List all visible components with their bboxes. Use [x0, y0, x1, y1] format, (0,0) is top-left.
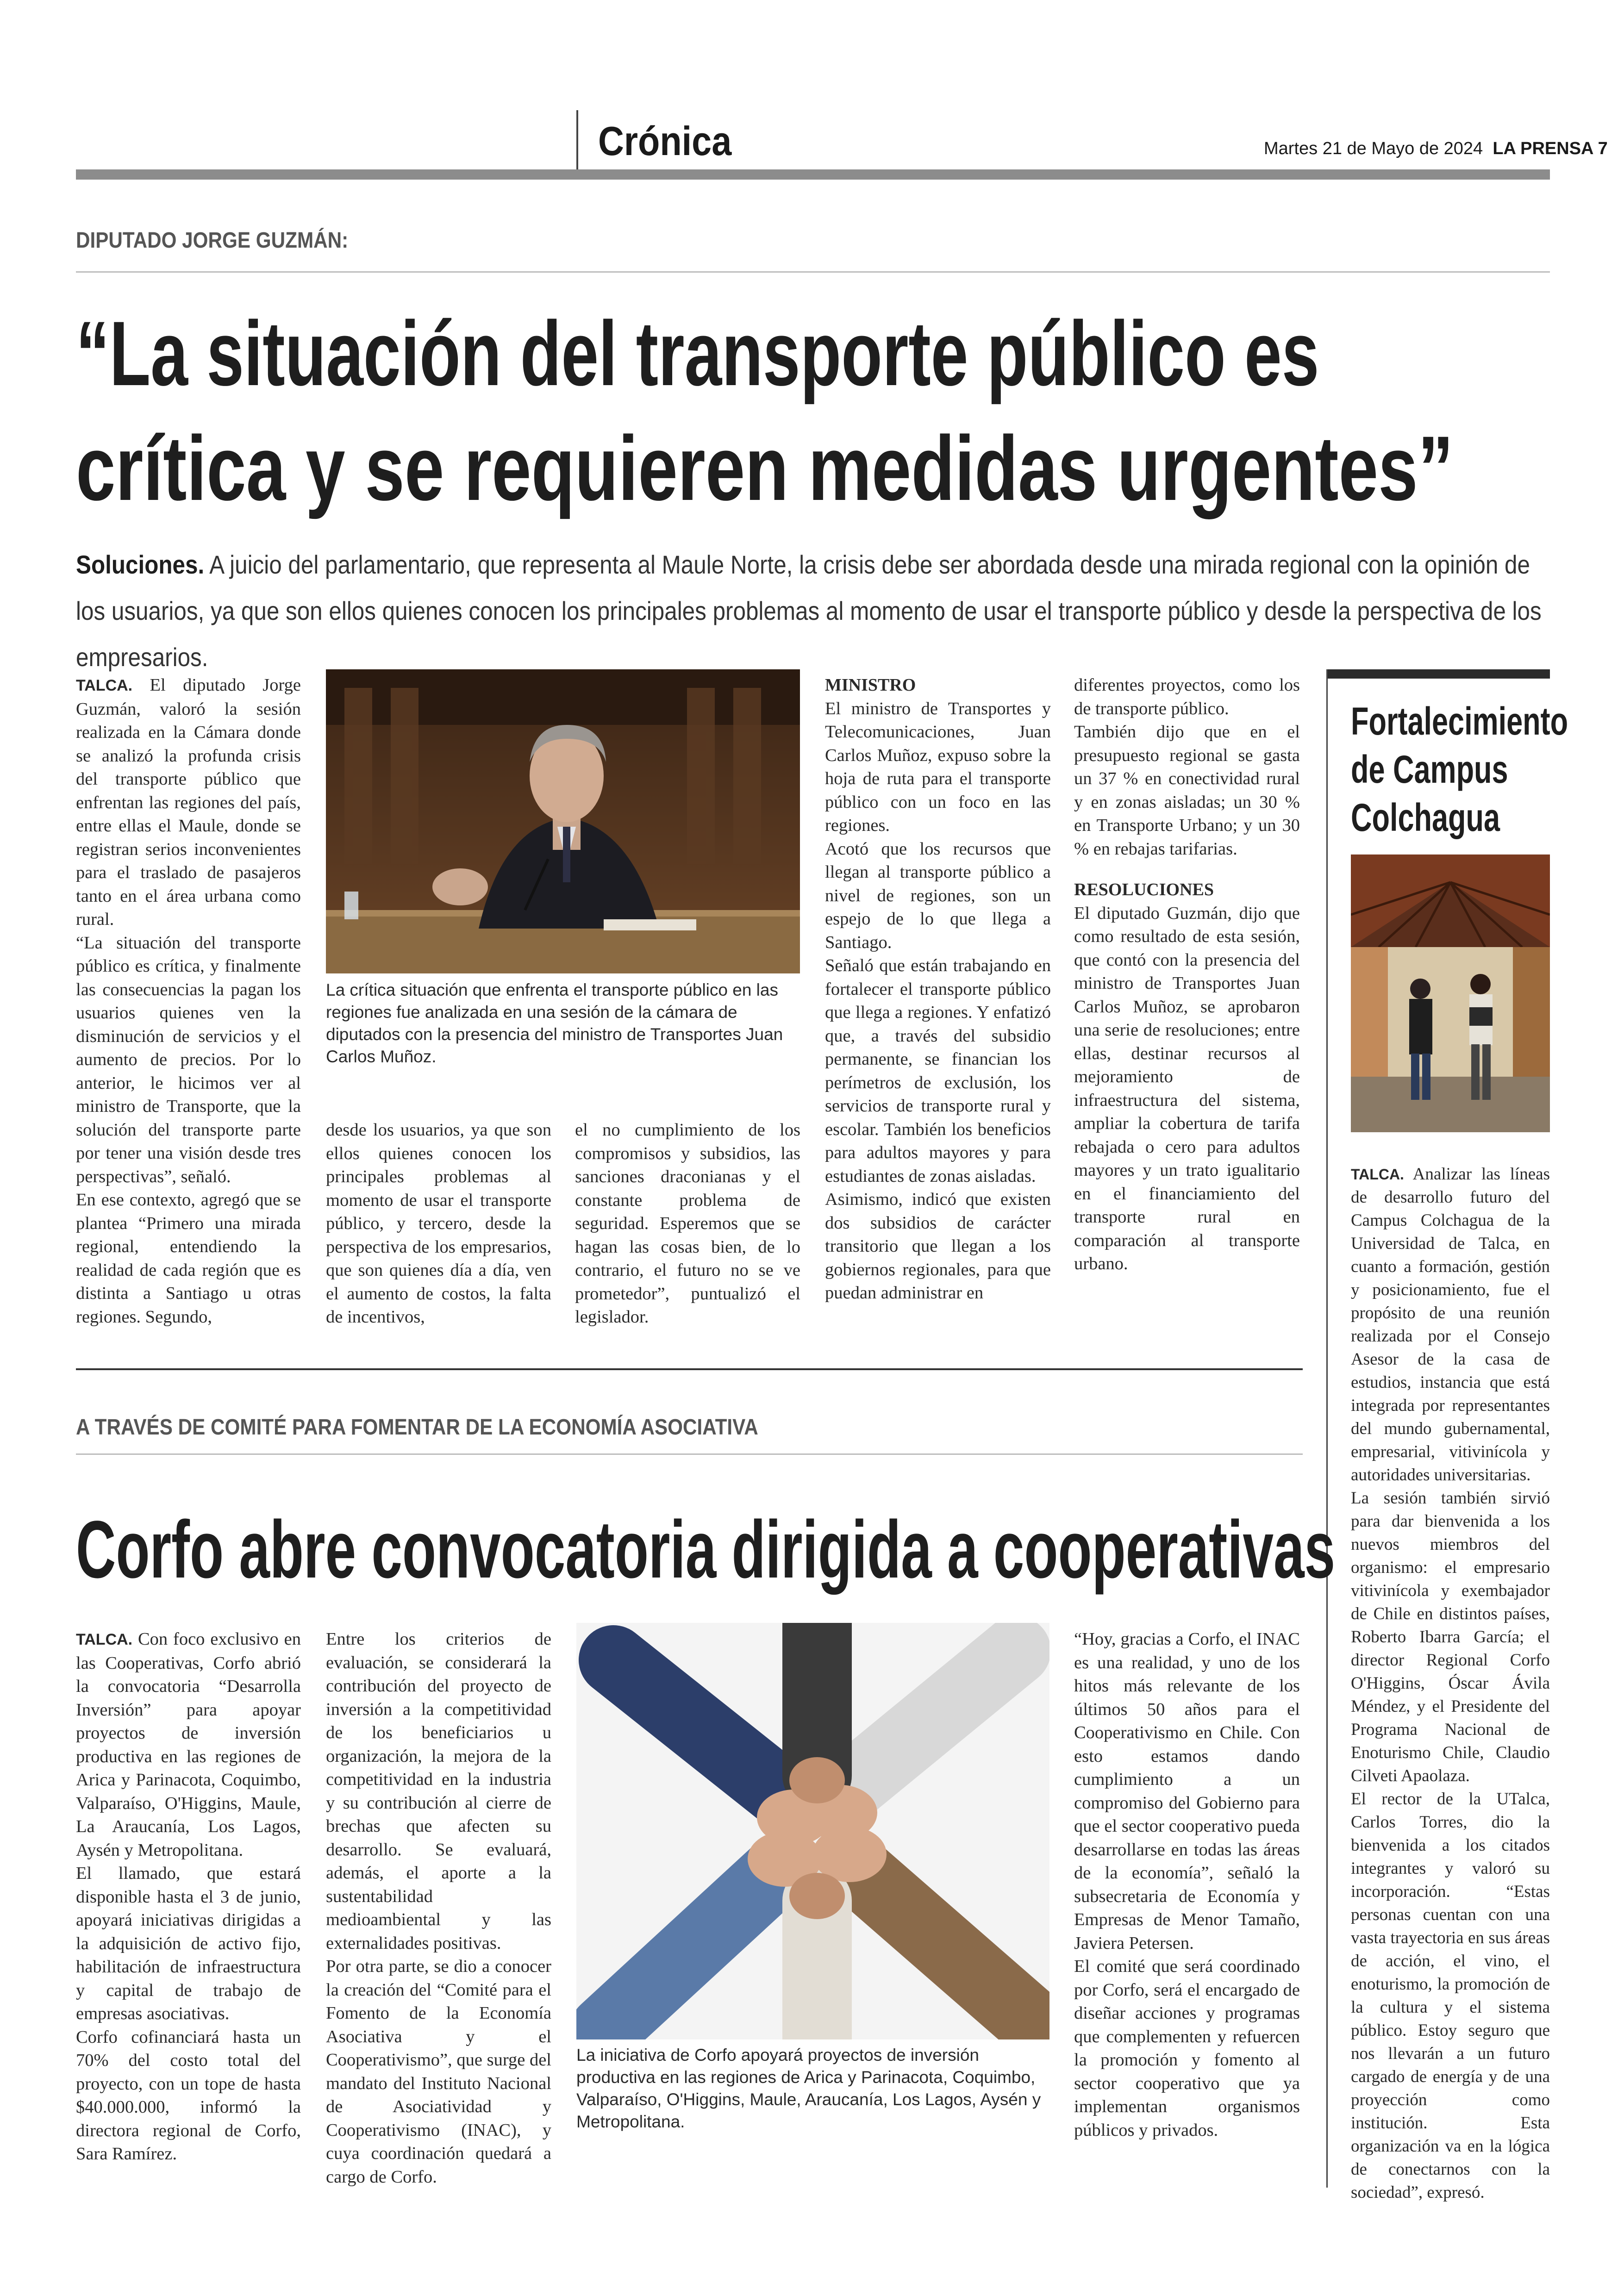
- paragraph: Analizar las líneas de desarrollo futuro del Campus Colchagua de la Universidad de Talca, en cuanto a formación, gestión y posicionamiento, fue el propósito de una reunión realizada por el Consejo Asesor de la casa de estudios, instancia que está integrada por representantes del mundo gubernamental, empresarial, vitivinícola y autoridades universitarias.: [1351, 1165, 1550, 1484]
- paragraph: La sesión también sirvió para dar bienvenida a los nuevos miembros del organismo: el empresario vitivinícola y exembajador de Chile en distintos países, Roberto Ibarra García; el director Regional Corfo O'Higgins, Óscar Ávila Méndez, y el Presidente del Programa Nacional de Enoturismo Chile, Claudio Cilveti Apaolaza.: [1351, 1489, 1550, 1785]
- subhead-ministro: MINISTRO: [825, 675, 916, 695]
- paragraph: Entre los criterios de evaluación, se considerará la contribución del proyecto de inversión a la competitividad de los beneficiarios u organización, la mejora de la competitividad en la industria y su contribución al cierre de brechas que afecten su desarrollo. Se evaluará, además, el aporte a la sustentabilidad medioambiental y las externalidades positivas.: [326, 1629, 551, 1953]
- paragraph: Corfo cofinanciará hasta un 70% del costo total del proyecto, con un tope de hasta $40.000.000, informó la directora regional de Corfo, Sara Ramírez.: [76, 2027, 301, 2164]
- paragraph: El rector de la UTalca, Carlos Torres, dio la bienvenida a los citados integrantes y valoró su incorporación. “Estas personas cuentan con una vasta trayectoria en sus áreas de acción, el vino, el enoturismo, la promoción de la cultura y el sistema público. Estoy seguro que nos llevarán a un futuro cargado de energía y de una proyección como institución. Esta organización va en la lógica de conectarnos con la sociedad”, expresó.: [1351, 1790, 1550, 2202]
- article1-kicker: DIPUTADO JORGE GUZMÁN:: [76, 228, 349, 253]
- header-divider: [576, 110, 578, 171]
- paragraph: El diputado Jorge Guzmán, valoró la sesión realizada en la Cámara donde se analizó la profunda crisis del transporte público que enfrentan las regiones del país, entre ellas el Maule, donde se registran serios inconvenientes para el traslado de pasajeros tanto en el área urbana como rural.: [76, 675, 301, 929]
- issue-date: Martes 21 de Mayo de 2024: [1264, 139, 1483, 158]
- paragraph: desde los usuarios, ya que son ellos quienes conocen los principales problemas al momento de usar el transporte público, y tercero, desde la perspectiva de los empresarios, que son quienes día a día, ven el aumento de costos, la falta de incentivos,: [326, 1120, 551, 1327]
- photo2-caption: La iniciativa de Corfo apoyará proyectos de inversión productiva en las regiones de Arica y Parinacota, Coquimbo, Valparaíso, O'Higgins, Maule, Araucanía, Los Lagos, Aysén y Metropolitana.: [576, 2046, 1041, 2131]
- article1-column-1: [76, 674, 301, 1328]
- article2-kicker: A TRAVÉS DE COMITÉ PARA FOMENTAR DE LA ECONOMÍA ASOCIATIVA: [76, 1415, 758, 1440]
- header-bar: [76, 169, 1550, 180]
- sidebar-top-bar: [1326, 669, 1550, 679]
- sidebar-body: [1351, 1163, 1550, 2204]
- kicker-rule: [76, 1453, 1303, 1455]
- paragraph: También dijo que en el presupuesto regional se gasta un 37 % en conectividad rural y en zonas aisladas; un 30 % en Transporte Urbano; y un 30 % en rebajas tarifarias.: [1074, 722, 1300, 859]
- photo1-caption: La crítica situación que enfrenta el transporte público en las regiones fue analizada en una sesión de la cámara de diputados con la presencia del ministro de Transportes Juan Carlos Muñoz.: [326, 980, 783, 1066]
- section-name: Crónica: [598, 118, 732, 164]
- article2-column-1: [76, 1628, 301, 2166]
- paragraph: “La situación del transporte público es crítica, y finalmente las consecuencias la pagan los usuarios quienes ven la disminución de servicios y el aumento de precios. Por lo anterior, le hicimos ver al ministro de Transporte, que la solución del transporte parte por tener una visión desde tres perspectivas”, señaló.: [76, 933, 301, 1186]
- sidebar-title-line: de Campus: [1351, 748, 1508, 791]
- paragraph: Acotó que los recursos que llegan al transporte público a nivel de regiones, son un espejo de lo que llega a Santiago.: [825, 839, 1051, 952]
- sidebar-rule: [1326, 669, 1328, 2188]
- article2-headline: Corfo abre convocatoria dirigida a cooperativas: [76, 1504, 1336, 1595]
- paragraph: El comité que será coordinado por Corfo, será el encargado de diseñar acciones y programas que complementen y refuercen la promoción y fomento al sector cooperativo que ya implementan organismos públicos y privados.: [1074, 1957, 1300, 2140]
- article1-column-2: [326, 1118, 551, 1329]
- article2-column-4: [1074, 1628, 1300, 2142]
- paragraph: El llamado, que estará disponible hasta el 3 de junio, apoyará iniciativas dirigidas a la adquisición de activo fijo, habilitación de infraestructura y capital de trabajo de empresas asociativas.: [76, 1864, 301, 2023]
- paragraph: Por otra parte, se dio a conocer la creación del “Comité para el Fomento de la Economía Asociativa y el Cooperativismo”, que surge del mandato del Instituto Nacional de Asociatividad y Cooperativismo (INAC), y cuya coordinación quedará a cargo de Corfo.: [326, 1957, 551, 2187]
- article1-headline-line2: crítica y se requieren medidas urgentes”: [76, 417, 1454, 519]
- cooperative-hands-photo: [576, 1623, 1049, 2039]
- paragraph: “Hoy, gracias a Corfo, el INAC es una realidad, y uno de los hitos más relevante de los últimos 50 años para el Cooperativismo en Chile. Con esto estamos dando cumplimiento a un compromiso del Gobierno para que el sector cooperativo pueda desarrollarse en todas las áreas de la economía”, señaló la subsecretaria de Economía y Empresas de Menor Tamaño, Javiera Petersen.: [1074, 1629, 1300, 1953]
- sidebar-title-line: Colchagua: [1351, 796, 1500, 839]
- deck-lead: Soluciones.: [76, 550, 205, 579]
- deputy-photo: [326, 669, 800, 973]
- deck-text: A juicio del parlamentario, que representa al Maule Norte, la crisis debe ser abordada desde una mirada regional con la opinión de los usuarios, ya que son ellos quienes conocen los principales problemas al momento de usar el transporte público y desde la perspectiva de los empresarios.: [76, 550, 1542, 672]
- dateline: TALCA.: [76, 677, 133, 694]
- paragraph: Señaló que están trabajando en fortalecer el transporte público que llega a regiones. Y enfatizó que, a través del subsidio permanente, se financian los perímetros de exclusión, los servicios de transporte rural y escolar. También los beneficios para adultos mayores y para estudiantes de zonas aisladas.: [825, 956, 1051, 1186]
- paragraph: Asimismo, indicó que existen dos subsidios de carácter transitorio que llegan a los gobiernos regionales, para que puedan administrar en: [825, 1190, 1051, 1303]
- header-dateline: [1264, 139, 1608, 159]
- dateline: TALCA.: [76, 1631, 133, 1648]
- paragraph: el no cumplimiento de los compromisos y subsidios, las sanciones draconianas y el constante problema de seguridad. Esperemos que se hagan las cosas bien, de lo contrario, el futuro no se ve prometedor”, puntualizó el legislador.: [575, 1120, 800, 1327]
- paragraph: Con foco exclusivo en las Cooperativas, Corfo abrió la convocatoria “Desarrolla Inversión” para apoyar proyectos de inversión productiva en las regiones de Arica y Parinacota, Coquimbo, Valparaíso, O'Higgins, Maule, La Araucanía, Los Lagos, Aysén y Metropolitana.: [76, 1629, 301, 1860]
- section-divider: [76, 1368, 1303, 1370]
- paragraph: El ministro de Transportes y Telecomunicaciones, Juan Carlos Muñoz, expuso sobre la hoja de ruta para el transporte público con un foco en las regiones.: [825, 698, 1051, 835]
- kicker-rule: [76, 271, 1550, 273]
- article1-column-5: [1074, 674, 1300, 1276]
- article1-deck: [76, 542, 1550, 680]
- article1-headline-line1: “La situación del transporte público es: [76, 302, 1319, 405]
- publication-name: LA PRENSA 7: [1493, 139, 1608, 158]
- campus-photo: [1351, 854, 1550, 1132]
- article1-column-4: [825, 674, 1051, 1305]
- subhead-resoluciones: RESOLUCIONES: [1074, 880, 1214, 899]
- paragraph: En ese contexto, agregó que se plantea “Primero una mirada regional, entendiendo la realidad de cada región que es distinta a Santiago u otras regiones. Segundo,: [76, 1190, 301, 1327]
- sidebar-title-line: Fortalecimiento: [1351, 699, 1568, 743]
- dateline: TALCA.: [1351, 1166, 1404, 1183]
- paragraph: diferentes proyectos, como los de transporte público.: [1074, 675, 1300, 718]
- article1-column-3: [575, 1118, 800, 1329]
- paragraph: El diputado Guzmán, dijo que como resultado de esta sesión, que contó con la presencia del ministro de Transportes Juan Carlos Muñoz, se aprobaron una serie de resoluciones; entre ellas, destinar recursos al mejoramiento de infraestructura del sistema, ampliar la cobertura de tarifa rebajada o cero para adultos mayores y un trato igualitario en el financiamiento del transporte rural en comparación al transporte urbano.: [1074, 903, 1300, 1273]
- sidebar-title: [1351, 697, 1624, 842]
- article2-column-2: [326, 1628, 551, 2189]
